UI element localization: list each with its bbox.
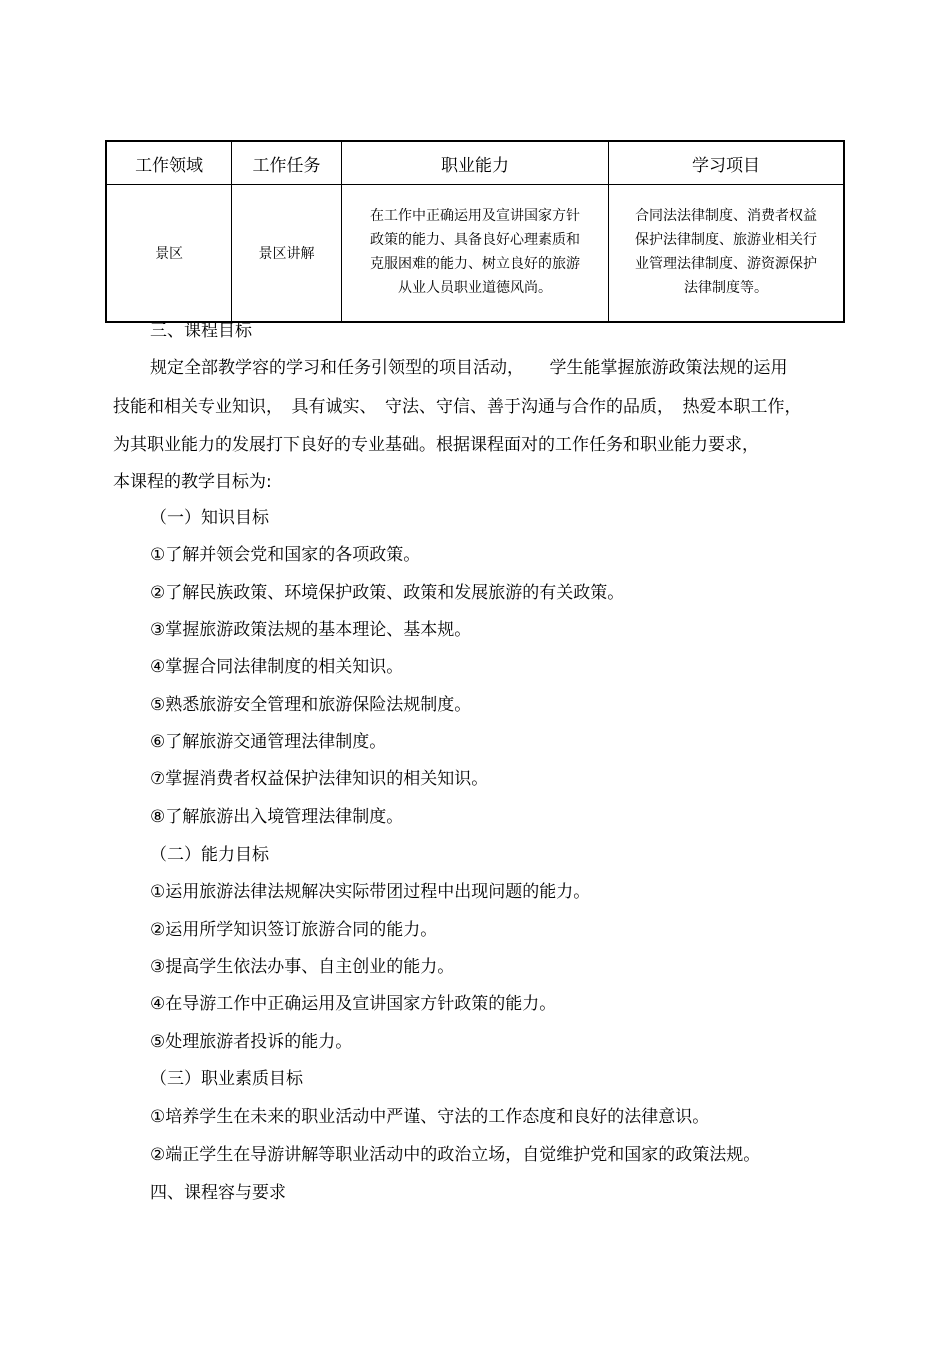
intro-line-1: 规定全部教学容的学习和任务引领型的项目活动， 学生能掌握旅游政策法规的运用 — [150, 358, 788, 378]
project-line: 保护法律制度、旅游业相关行 — [635, 232, 818, 248]
knowledge-item: ⑥了解旅游交通管理法律制度。 — [150, 732, 387, 752]
ability-line: 政策的能力、具备良好心理素质和 — [369, 232, 580, 248]
section3-title: 三、课程目标 — [150, 321, 252, 341]
quality-item: ②端正学生在导游讲解等职业活动中的政治立场，自觉维护党和国家的政策法规。 — [150, 1145, 761, 1165]
knowledge-item: ⑦掌握消费者权益保护法律知识的相关知识。 — [150, 769, 489, 789]
cell-ability — [341, 185, 608, 323]
ability-line: 克服困难的能力、树立良好的旅游 — [369, 256, 580, 272]
ability-line: 在工作中正确运用及宣讲国家方针 — [369, 208, 580, 224]
intro-line-4: 本课程的教学目标为: — [113, 472, 272, 492]
table-row — [106, 185, 844, 323]
cell-task: 景区讲解 — [232, 185, 342, 323]
cell-domain: 景区 — [106, 185, 232, 323]
course-table — [105, 140, 845, 323]
ability-line: 从业人员职业道德风尚。 — [397, 280, 552, 296]
ability-item: ⑤处理旅游者投诉的能力。 — [150, 1032, 353, 1052]
header-ability: 职业能力 — [341, 141, 608, 185]
project-line: 法律制度等。 — [684, 280, 769, 296]
ability-item: ①运用旅游法律法规解决实际带团过程中出现问题的能力。 — [150, 882, 591, 902]
project-line: 合同法法律制度、消费者权益 — [635, 208, 818, 224]
header-work-task: 工作任务 — [232, 141, 342, 185]
header-project: 学习项目 — [609, 141, 844, 185]
quality-title: （三）职业素质目标 — [150, 1069, 303, 1089]
knowledge-item: ③掌握旅游政策法规的基本理论、基本规。 — [150, 620, 472, 640]
ability-title: （二）能力目标 — [150, 845, 269, 865]
intro-line-2: 技能和相关专业知识， 具有诚实、 守法、守信、善于沟通与合作的品质， 热爱本职工作， — [113, 397, 802, 417]
knowledge-item: ②了解民族政策、环境保护政策、政策和发展旅游的有关政策。 — [150, 583, 625, 603]
table — [105, 140, 845, 323]
knowledge-item: ⑤熟悉旅游安全管理和旅游保险法规制度。 — [150, 695, 472, 715]
ability-item: ③提高学生依法办事、自主创业的能力。 — [150, 957, 455, 977]
cell-project — [609, 185, 844, 323]
project-line: 业管理法律制度、游资源保护 — [635, 256, 818, 272]
knowledge-item: ⑧了解旅游出入境管理法律制度。 — [150, 807, 404, 827]
ability-item: ④在导游工作中正确运用及宣讲国家方针政策的能力。 — [150, 994, 557, 1014]
section4-title: 四、课程容与要求 — [150, 1183, 286, 1203]
header-work-domain: 工作领域 — [106, 141, 232, 185]
ability-item: ②运用所学知识签订旅游合同的能力。 — [150, 920, 438, 940]
knowledge-item: ④掌握合同法律制度的相关知识。 — [150, 657, 404, 677]
intro-line-3: 为其职业能力的发展打下良好的专业基础。根据课程面对的工作任务和职业能力要求， — [113, 435, 759, 455]
table-header-row — [106, 141, 844, 185]
knowledge-item: ①了解并领会党和国家的各项政策。 — [150, 545, 421, 565]
quality-item: ①培养学生在未来的职业活动中严谨、守法的工作态度和良好的法律意识。 — [150, 1107, 710, 1127]
knowledge-title: （一）知识目标 — [150, 508, 269, 528]
